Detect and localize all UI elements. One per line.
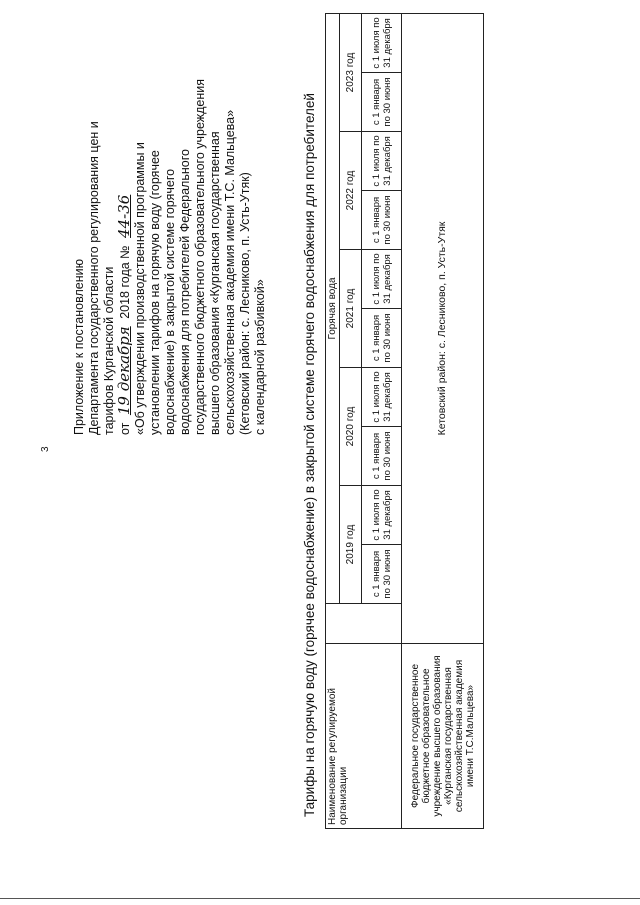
period-header: с 1 июля по 31 декабря <box>362 368 402 427</box>
document-title: Тарифы на горячую воду (горячее водоснабжение) в закрытой системе горячего водоснабжения для потребителей <box>302 93 317 817</box>
appendix-line: Приложение к постановлению <box>72 259 86 435</box>
blank-header-cell <box>326 604 402 644</box>
appendix-line: сельскохозяйственная академия имени Т.С. Мальцева» <box>223 109 237 435</box>
year-header: 2021 год <box>340 250 362 368</box>
year-header: 2022 год <box>340 132 362 250</box>
date-suffix: 2018 года № <box>118 245 132 319</box>
year-header: 2020 год <box>340 368 362 486</box>
org-name-cell: Федеральное государственное бюджетное образовательное учреждение высшего образования «Курганская государственная сельскохозяйственная академия имени Т.С.Мальцева» <box>402 644 484 829</box>
appendix-line: государственного бюджетного образовательного учреждения <box>193 78 207 435</box>
period-header: с 1 января по 30 июня <box>362 427 402 486</box>
appendix-line: с календарной разбивкой» <box>253 279 267 435</box>
table-row <box>402 13 484 828</box>
appendix-header <box>72 25 268 435</box>
year-header: 2023 год <box>340 13 362 131</box>
handwritten-number: 44-36 <box>115 194 133 238</box>
appendix-line: водоснабжение) в закрытой системе горячего <box>163 168 177 435</box>
hot-water-header: Горячая вода <box>326 13 340 603</box>
page-number: 3 <box>40 446 51 452</box>
tariff-table <box>325 13 484 829</box>
table-row <box>326 13 340 828</box>
appendix-line: Департамента государственного регулирования цен и <box>87 121 101 435</box>
period-header: с 1 января по 30 июня <box>362 545 402 604</box>
year-header: 2019 год <box>340 486 362 604</box>
period-header: с 1 июля по 31 декабря <box>362 486 402 545</box>
handwritten-date: 19 декабря <box>115 326 133 416</box>
period-header: с 1 января по 30 июня <box>362 191 402 250</box>
appendix-line: тарифов Курганской области <box>102 266 116 435</box>
appendix-line: «Об утверждении производственной программы и <box>133 142 147 435</box>
appendix-line: высшего образования «Курганская государственная <box>208 131 222 435</box>
scan-edge-line <box>0 898 640 899</box>
appendix-line: установлении тарифов на горячую воду (горячее <box>148 150 162 435</box>
date-prefix: от <box>118 422 132 435</box>
location-cell: Кетовский район: с. Лесниково, п. Усть-Утяк <box>402 13 484 643</box>
org-column-header: Наименование регулируемой организации <box>326 644 402 829</box>
period-header: с 1 января по 30 июня <box>362 73 402 132</box>
period-header: с 1 июля по 31 декабря <box>362 13 402 72</box>
appendix-line: водоснабжения для потребителей Федерального <box>178 149 192 435</box>
appendix-date-line <box>117 25 133 435</box>
appendix-line: (Кетовский район: с. Лесниково, п. Усть-Утяк) <box>238 172 252 435</box>
period-header: с 1 июля по 31 декабря <box>362 132 402 191</box>
period-header: с 1 января по 30 июня <box>362 309 402 368</box>
period-header: с 1 июля по 31 декабря <box>362 250 402 309</box>
